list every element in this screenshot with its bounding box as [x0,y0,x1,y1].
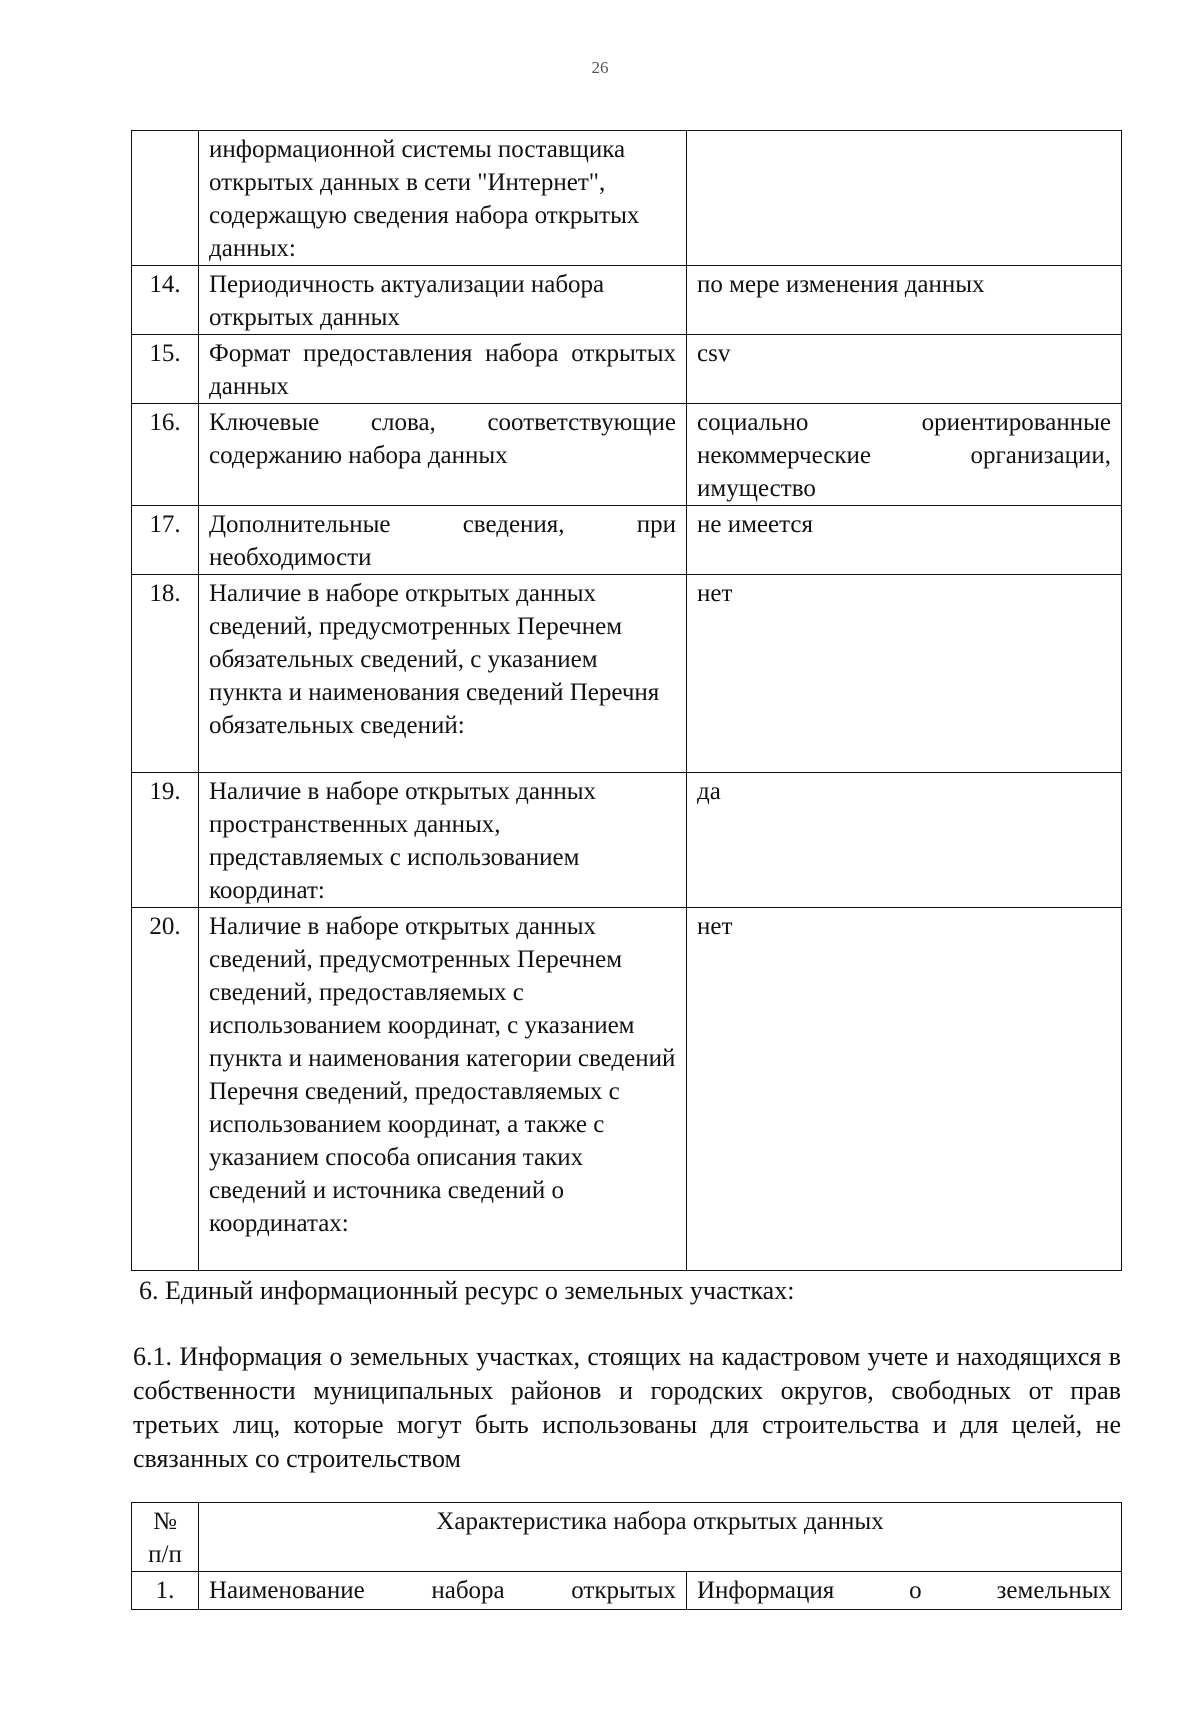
row-name: Наличие в наборе открытых данных сведений, предусмотренных Перечнем обязательных сведений, с указанием пункта и наименования сведений Перечня обязательных сведений: [199,575,687,773]
row-value [687,131,1122,266]
row-value: Информация о земельных [687,1572,1122,1610]
header-title: Характеристика набора открытых данных [199,1503,1122,1572]
row-value: нет [687,908,1122,1271]
subsection-paragraph: 6.1. Информация о земельных участках, стоящих на кадастровом учете и находящихся в собственности муниципальных районов и городских округов, свободных от прав третьих лиц, которые могут быть использованы для строительства и для целей, не связанных со строительством [133,1342,1121,1473]
row-name: Ключевые слова, соответствующие содержанию набора данных [199,404,687,506]
section-heading: 6. Единый информационный ресурс о земельных участках: [139,1276,795,1305]
row-number: 18. [132,575,199,773]
table-row [132,131,1122,266]
row-name: Дополнительные сведения, при необходимости [199,506,687,575]
row-number: 17. [132,506,199,575]
table-row [132,773,1122,908]
open-data-characteristics-table [131,130,1122,1271]
table-row [132,266,1122,335]
row-number: 14. [132,266,199,335]
row-number: 19. [132,773,199,908]
row-name: Наличие в наборе открытых данных пространственных данных, представляемых с использованием координат: [199,773,687,908]
page-number: 26 [591,58,609,77]
row-name: Формат предоставления набора открытых данных [199,335,687,404]
row-number [132,131,199,266]
land-plots-table [131,1502,1122,1610]
row-number: 20. [132,908,199,1271]
table-header-row [132,1503,1122,1572]
table-row [132,908,1122,1271]
row-value: социально ориентированные некоммерческие организации, имущество [687,404,1122,506]
row-number: 15. [132,335,199,404]
row-value: нет [687,575,1122,773]
row-number: 16. [132,404,199,506]
table-row [132,506,1122,575]
row-value: csv [687,335,1122,404]
row-name: Периодичность актуализации набора открытых данных [199,266,687,335]
table-row [132,1572,1122,1610]
row-name: информационной системы поставщика открытых данных в сети "Интернет", содержащую сведения набора открытых данных: [199,131,687,266]
row-name: Наличие в наборе открытых данных сведений, предусмотренных Перечнем сведений, предоставляемых с использованием координат, с указанием пункта и наименования категории сведений Перечня сведений, предоставляемых с использованием координат, а также с указанием способа описания таких сведений и источника сведений о координатах: [199,908,687,1271]
table-row [132,404,1122,506]
header-number: № п/п [132,1503,199,1572]
table-row [132,335,1122,404]
table-row [132,575,1122,773]
row-value: да [687,773,1122,908]
row-name: Наименование набора открытых [199,1572,687,1610]
row-number: 1. [132,1572,199,1610]
row-value: по мере изменения данных [687,266,1122,335]
row-value: не имеется [687,506,1122,575]
